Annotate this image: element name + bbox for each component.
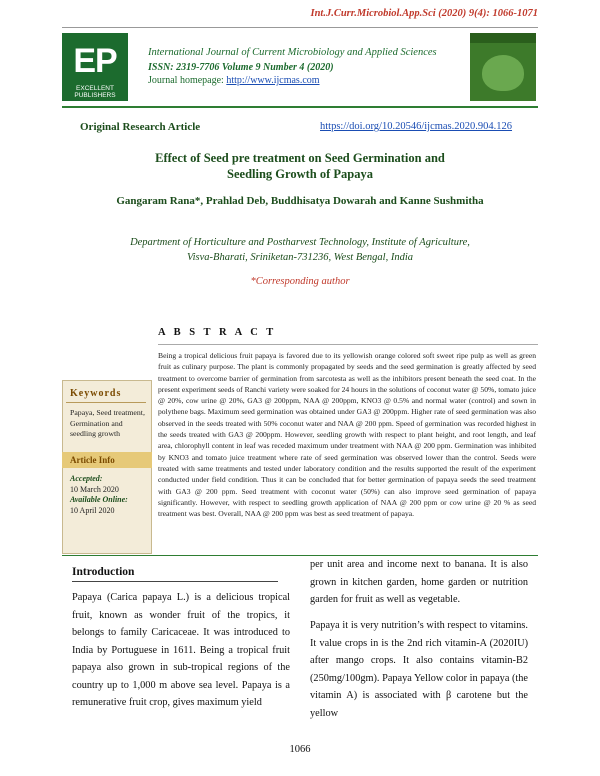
keywords-text: Papaya, Seed treatment, Germination and seedling growth [70, 408, 145, 438]
publisher-logo-text: EXCELLENT PUBLISHERS [74, 85, 116, 99]
publisher-logo [62, 33, 128, 101]
affiliation [62, 235, 538, 265]
abstract-heading: A B S T R A C T [158, 327, 277, 338]
corresponding-author-note: *Corresponding author [250, 276, 350, 287]
article-title-line2: Seedling Growth of Papaya [227, 167, 373, 181]
abstract-divider [158, 344, 538, 345]
accepted-label: Accepted: [70, 474, 103, 483]
journal-homepage [148, 75, 320, 86]
keywords-divider [66, 402, 146, 403]
issn-line: ISSN: 2319-7706 Volume 9 Number 4 (2020) [148, 62, 334, 73]
homepage-label: Journal homepage: [148, 75, 224, 86]
journal-title: International Journal of Current Microbiology and Applied Sciences [148, 47, 437, 58]
accepted-date: 10 March 2020 [70, 484, 119, 494]
article-info-heading: Article Info [70, 455, 115, 465]
cover-band [470, 33, 536, 43]
article-title-line1: Effect of Seed pre treatment on Seed Germination and [155, 151, 445, 165]
available-online-date: 10 April 2020 [70, 505, 115, 515]
journal-citation: Int.J.Curr.Microbiol.App.Sci (2020) 9(4): 1066-1071 [310, 8, 538, 19]
article-title [62, 150, 538, 182]
abstract-text: Being a tropical delicious fruit papaya is favored due to its yellowish orange colored soft sweet ripe pulp as well as green fruit as culinary purpose. The plant is commonly propagated by seeds and the seed germination is greatly affected by seed treatment to overcome barrier of germination from sarcotesta as well as the inhibitors present beneath the seed coat. In the present experiment seeds of Ranchi variety were soaked for 24 hours in the solutions of coconut water @ 50%, tomato juice @ 20%, cow urine @ 20%, GA3 @ 200ppm, NAA @ 200ppm, KNO3 @ 0.5% and normal water (control) and sown in polythene bags. Maximum seed germination was obtained under GA3 @ 200ppm. Higher rate of seed germination was also observed in the seeds treated with 50% coconut water and NAA @ 200 ppm. Speed of germination was recorded highest in the seeds treated with GA3 @ 200ppm. However, seedling growth with respect to plant height, and root length, and leaf area, chlorophyll content in leaf was receded maximum under treatment with NAA @ 200 ppm. Germination was inhibited by KNO3 and tomato juice treatment where rate of seed germination was observed lower than the control. Seeds were treated with same treatments and tested under laboratory condition and the results supported the result of the experiment conducted under field condition. Thus it can be concluded that for better germination of papaya seeds the seed treatment with GA3 @ 200 ppm. Seed treatment with coconut water (50%) can also improve seed germination of papaya significantly. However, with respect to seedling growth application of NAA @ 200 ppm or cow urine @ 20 % as seed treatment was best. Overall, NAA @ 200 ppm was best as seed treatment of papaya. [158, 351, 536, 519]
keywords-heading: Keywords [70, 388, 122, 399]
introduction-heading: Introduction [72, 566, 135, 578]
article-type: Original Research Article [80, 121, 201, 133]
publisher-logo-letters: EP [73, 42, 117, 80]
article-info-text [70, 474, 148, 516]
journal-cover-image [470, 33, 536, 101]
body-column-left: Papaya (Carica papaya L.) is a delicious tropical fruit, known as wonder fruit of the tropics, it belongs to family Caricaceae. It was introduced to India by Portuguese in 1611. Being a tropical fruit papaya also grown in sub-tropical regions of the country up to 1,000 m above sea level. Papaya is a remunerative fruit crop, gives maximum yield [72, 592, 290, 708]
header-divider [62, 27, 538, 28]
available-online-label: Available Online: [70, 495, 128, 504]
cover-leaf-image [482, 55, 524, 91]
affiliation-line2: Visva-Bharati, Sriniketan-731236, West Bengal, India [186, 252, 413, 263]
homepage-link[interactable]: http://www.ijcmas.com [226, 75, 320, 86]
affiliation-line1: Department of Horticulture and Postharvest Technology, Institute of Agriculture, [130, 237, 470, 248]
body-column-right-para2: Papaya it is very nutrition’s with respect to vitamins. It value crops in is the 2nd rich vitamin-A (2020IU) after mango crops. It also contains vitamin-B2 (250mg/100gm). Papaya Yellow color in papaya (the vitamin A) is associated with β carotene but the yellow [310, 620, 528, 719]
page-number: 1066 [289, 744, 311, 755]
introduction-underline [72, 581, 278, 582]
authors: Gangaram Rana*, Prahlad Deb, Buddhisatya Dowarah and Kanne Sushmitha [116, 195, 484, 207]
doi-link[interactable]: https://doi.org/10.20546/ijcmas.2020.904.126 [320, 121, 513, 132]
body-column-right-para1: per unit area and income next to banana. It is also grown in kitchen garden, home garden or nutrition garden for fruit as well as vegetable. [310, 559, 528, 605]
